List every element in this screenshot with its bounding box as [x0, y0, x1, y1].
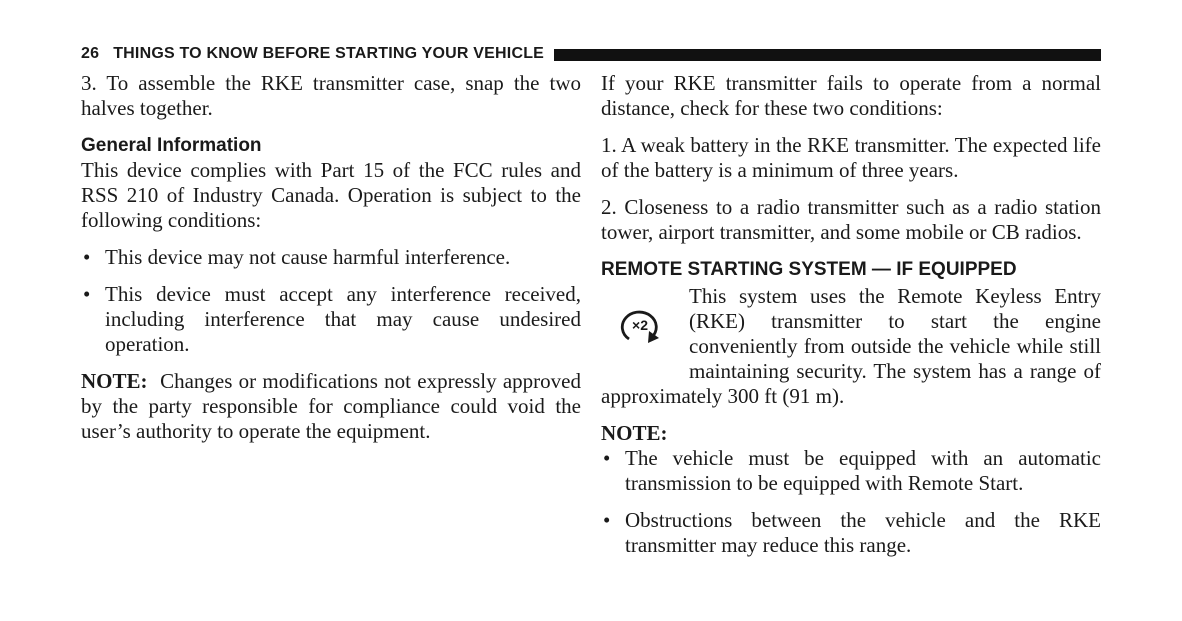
header-rule [554, 49, 1101, 61]
page-number: 26 [81, 45, 100, 62]
intro-paragraph: If your RKE transmitter fails to operate from a normal distance, check for these two conditions: [601, 71, 1101, 120]
page-header [81, 44, 1101, 64]
bullet-icon: • [83, 282, 91, 306]
remote-start-icon [601, 284, 681, 374]
running-title: THINGS TO KNOW BEFORE STARTING YOUR VEHICLE [113, 45, 545, 62]
step-3-paragraph: 3. To assemble the RKE transmitter case, snap the two halves together. [81, 71, 581, 120]
conditions-list [81, 245, 581, 357]
list-item [601, 446, 1101, 496]
remote-starting-paragraph: This system uses the Remote Keyless Entry (RKE) transmitter to start the engine conveniently from outside the vehicle while still maintaining security. The system has a range of approximately 300 ft (91 m). [601, 284, 1101, 408]
bullet-icon: • [83, 245, 91, 269]
bullet-icon: • [603, 508, 611, 532]
condition-2-paragraph: 2. Closeness to a radio transmitter such as a radio station tower, airport transmitter, and some mobile or CB radios. [601, 195, 1101, 244]
remote-starting-block [601, 284, 1101, 409]
list-item [81, 282, 581, 357]
list-item-text: This device must accept any interference received, including interference that may cause undesired operation. [105, 282, 581, 356]
note-label-right: NOTE: [601, 421, 668, 445]
condition-1-paragraph: 1. A weak battery in the RKE transmitter. The expected life of the battery is a minimum of three years. [601, 133, 1101, 182]
note-paragraph [81, 369, 581, 444]
bullet-icon: • [603, 446, 611, 470]
list-item [601, 508, 1101, 558]
list-item-text: Obstructions between the vehicle and the RKE transmitter may reduce this range. [625, 508, 1101, 557]
list-item [81, 245, 581, 270]
right-column [601, 71, 1101, 558]
remote-note-list [601, 446, 1101, 558]
list-item-text: This device may not cause harmful interference. [105, 245, 511, 269]
general-information-paragraph: This device complies with Part 15 of the FCC rules and RSS 210 of Industry Canada. Operation is subject to the following conditions: [81, 158, 581, 232]
note-label: NOTE: [81, 369, 148, 393]
note-text: Changes or modifications not expressly approved by the party responsible for compliance could void the user’s authority to operate the equipment. [81, 369, 582, 443]
remote-start-icon-label: ×2 [632, 317, 648, 333]
general-information-heading: General Information [81, 135, 262, 156]
remote-starting-heading: REMOTE STARTING SYSTEM — IF EQUIPPED [601, 259, 1017, 280]
list-item-text: The vehicle must be equipped with an automatic transmission to be equipped with Remote Start. [625, 446, 1101, 495]
remote-start-x2-icon [615, 306, 665, 346]
left-column [81, 71, 581, 444]
